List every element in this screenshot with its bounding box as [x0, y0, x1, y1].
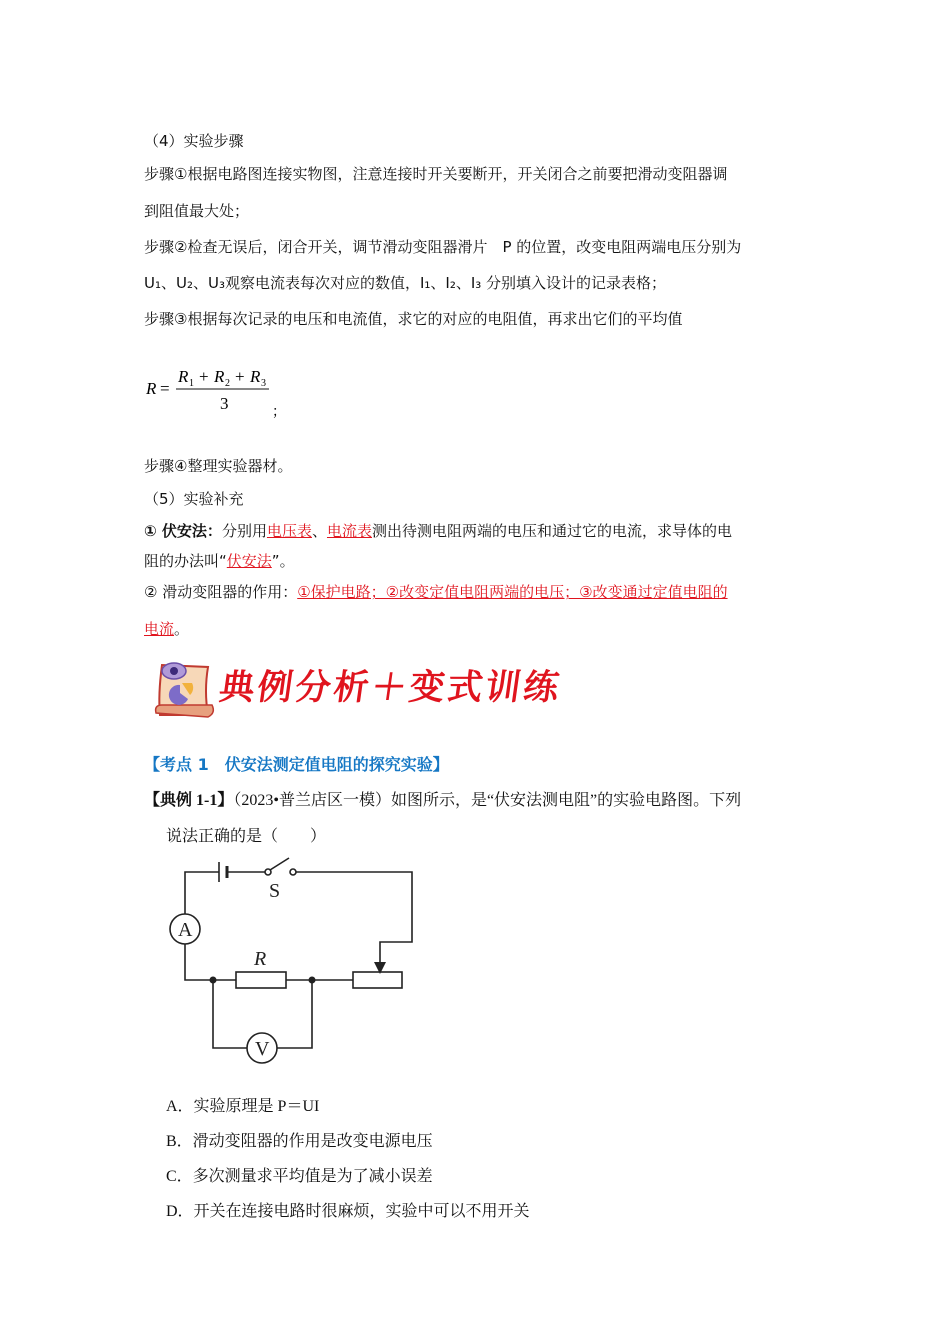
voltmeter-label: V — [255, 1038, 270, 1060]
highlight-voltmeter: 电压表 — [266, 522, 312, 540]
junction-right — [309, 977, 316, 984]
step-1-line-1: 步骤①根据电路图连接实物图，注意连接时开关要断开，开关闭合之前要把滑动变阻器调 — [144, 165, 728, 183]
step-4: 步骤④整理实验器材。 — [144, 457, 293, 475]
step-1-line-2: 到阻值最大处； — [144, 202, 250, 220]
option-d[interactable]: D．开关在连接电路时很麻烦，实验中可以不用开关 — [166, 1203, 530, 1220]
exam-point-heading: 【考点 1 伏安法测定值电阻的探究实验】 — [144, 755, 449, 774]
rheostat-functions-end: 电流 — [144, 620, 175, 638]
wire-voltmeter-right — [277, 980, 312, 1048]
step-3-line-1: 步骤③根据每次记录的电压和电流值，求它的对应的电阻值，再求出它们的平均值 — [144, 310, 683, 328]
supplement-1-text-e: ”。 — [271, 552, 295, 570]
formula-denominator: 3 — [220, 394, 229, 413]
section-5-title: （5）实验补充 — [144, 490, 244, 508]
option-b[interactable]: B．滑动变阻器的作用是改变电源电压 — [166, 1133, 433, 1150]
switch-label: S — [269, 880, 281, 902]
formula-semicolon: ； — [272, 404, 286, 420]
supplement-1-text-c: 测出待测电阻两端的电压和通过它的电流，求导体的电 — [372, 522, 733, 540]
supplement-2-period: 。 — [174, 620, 190, 638]
option-a[interactable]: A．实验原理是 P＝UI — [166, 1098, 320, 1115]
example-line-1 — [144, 787, 741, 810]
formula-r3: R — [250, 367, 261, 386]
formula-equals: = — [160, 379, 170, 398]
rheostat-functions: ①保护电路；②改变定值电阻两端的电压；③改变通过定值电阻的 — [297, 583, 728, 601]
section-4-title: （4）实验步骤 — [144, 132, 244, 150]
resistor-label: R — [254, 948, 267, 970]
formula-plus-1: + — [199, 367, 209, 386]
junction-left — [210, 977, 217, 984]
supplement-2-line-1 — [144, 581, 728, 602]
highlight-voltammetry: 伏安法 — [226, 552, 272, 570]
highlight-ammeter: 电流表 — [326, 522, 372, 540]
supplement-2-lead: ② 滑动变阻器的作用： — [144, 583, 298, 601]
average-resistance-formula — [144, 362, 294, 422]
switch-contact-right — [290, 869, 296, 875]
scroll-icon — [156, 663, 214, 717]
step-2-line-1: 步骤②检查无误后，闭合开关，调节滑动变阻器滑片 P 的位置，改变电阻两端电压分别为 — [144, 238, 742, 256]
wire-left-bottom — [185, 944, 236, 980]
formula-plus-2: + — [235, 367, 245, 386]
formula-sub-2: 2 — [225, 378, 230, 389]
formula-r2: R — [214, 367, 225, 386]
supplement-1-line-2 — [144, 550, 295, 571]
circuit-diagram — [165, 852, 420, 1072]
supplement-1-line-1 — [144, 520, 732, 541]
example-source: （2023•普兰店区一模）如图所示，是“伏安法测电阻”的实验电路图。下列 — [233, 792, 742, 809]
supplement-1-text-d: 阻的办法叫“ — [144, 552, 227, 570]
example-label: 【典例 1-1】 — [144, 792, 234, 809]
resistor-r — [236, 972, 286, 988]
step-2-line-2: U₁、U₂、U₃观察电流表每次对应的数值，I₁、I₂、I₃ 分别填入设计的记录表格； — [144, 274, 667, 292]
switch-blade — [270, 858, 289, 870]
supplement-1-lead: ① 伏安法： — [144, 522, 222, 540]
supplement-1-text-a: 分别用 — [221, 522, 267, 540]
formula-r1: R — [178, 367, 189, 386]
banner-title: 典例分析＋变式训练 — [216, 667, 565, 708]
formula-sub-3: 3 — [261, 378, 266, 389]
wire-top-left — [185, 872, 219, 914]
wire-top-right — [296, 872, 412, 964]
wire-voltmeter-left — [213, 980, 247, 1048]
formula-lhs: R — [146, 379, 157, 398]
option-c[interactable]: C．多次测量求平均值是为了减小误差 — [166, 1168, 433, 1185]
example-line-2: 说法正确的是（ ） — [166, 828, 327, 845]
rheostat-body — [353, 972, 402, 988]
formula-sub-1: 1 — [189, 378, 194, 389]
supplement-1-text-b: 、 — [311, 522, 327, 540]
supplement-2-line-2 — [144, 618, 189, 639]
ammeter-label: A — [178, 919, 193, 941]
